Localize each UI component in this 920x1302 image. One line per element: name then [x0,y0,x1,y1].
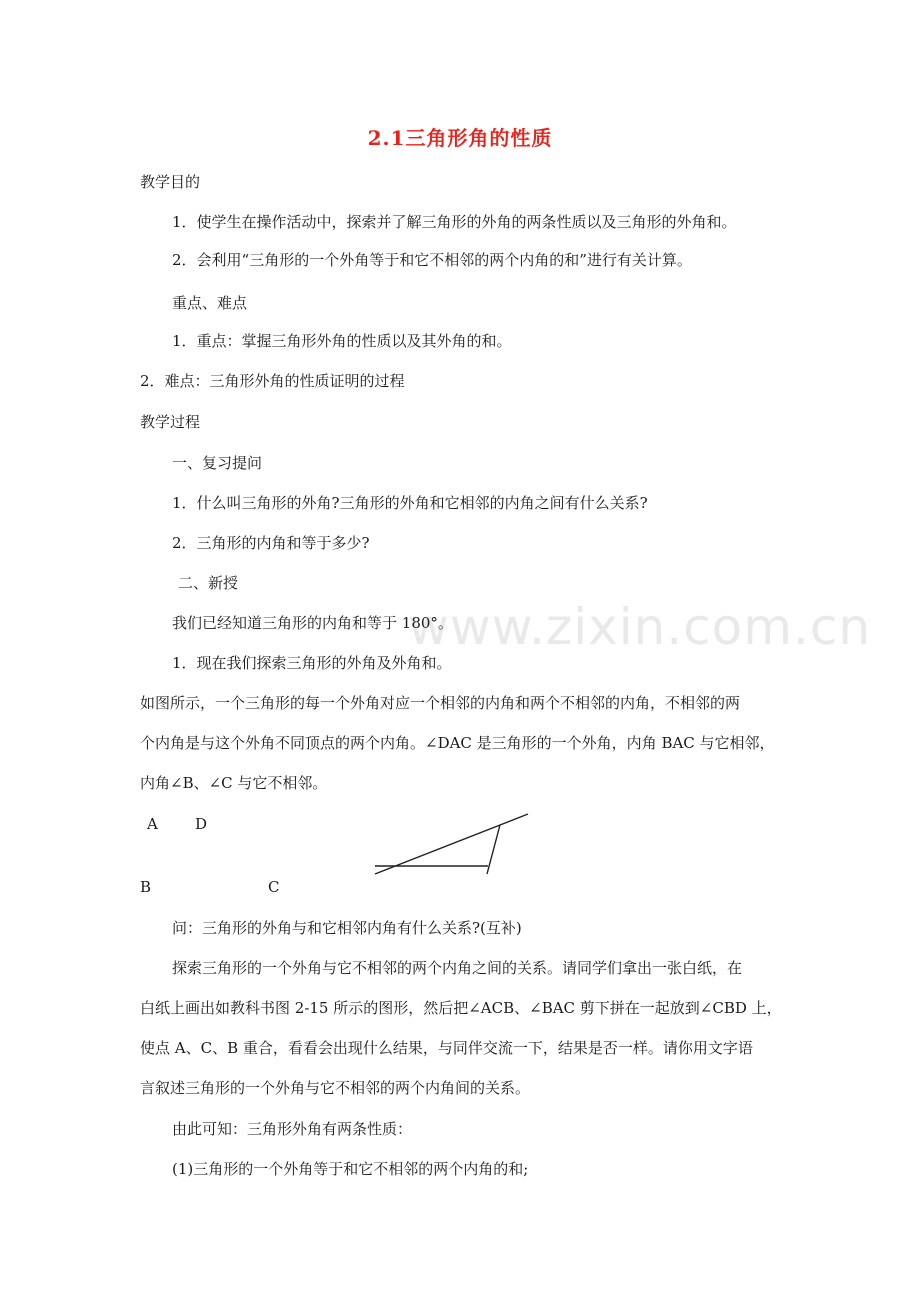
paragraph-figure-line-1: 如图所示，一个三角形的每一个外角对应一个相邻的内角和两个不相邻的内角，不相邻的两 [140,694,741,712]
paragraph-activity-line-1: 探索三角形的一个外角与它不相邻的两个内角之间的关系。请同学们拿出一张白纸，在 [172,959,743,977]
objective-item-1: 1．使学生在操作活动中，探索并了解三角形的外角的两条性质以及三角形的外角和。 [172,213,737,231]
page-title: 2.1三角形角的性质 [367,126,553,150]
paragraph-figure-line-3: 内角∠B、∠C 与它不相邻。 [140,774,328,792]
paragraph-explore: 1．现在我们探索三角形的外角及外角和。 [172,654,452,672]
figure-label-b: B [140,878,152,896]
difficulty-item: 2．难点：三角形外角的性质证明的过程 [140,372,405,390]
review-question-1: 1．什么叫三角形的外角?三角形的外角和它相邻的内角之间有什么关系? [172,494,648,512]
key-point-item: 1．重点：掌握三角形外角的性质以及其外角的和。 [172,332,512,350]
subsection-review: 一、复习提问 [172,454,263,472]
paragraph-activity-line-2: 白纸上画出如教科书图 2-15 所示的图形，然后把∠ACB、∠BAC 剪下拼在一起放到∠CBD 上， [140,999,782,1017]
figure-label-a: A [147,815,158,833]
figure-label-d: D [195,815,208,833]
triangle-figure [370,808,535,878]
question-complementary: 问：三角形的外角与和它相邻内角有什么关系?(互补) [172,919,522,937]
figure-line-hypotenuse [375,814,528,874]
figure-label-c: C [268,878,280,896]
section-heading-objectives: 教学目的 [140,173,201,191]
property-item-1: (1)三角形的一个外角等于和它不相邻的两个内角的和; [172,1160,529,1178]
paragraph-activity-line-3: 使点 A、C、B 重合，看看会出现什么结果，与同伴交流一下，结果是否一样。请你用文字语 [140,1039,753,1057]
subsection-new-content: 二、新授 [178,574,239,592]
paragraph-known: 我们已经知道三角形的内角和等于 180°。 [172,614,453,632]
watermark: www.zixin.com.cn [408,598,872,656]
paragraph-conclusion: 由此可知：三角形外角有两条性质： [172,1120,413,1138]
objective-item-2: 2．会利用“三角形的一个外角等于和它不相邻的两个内角的和”进行有关计算。 [172,251,692,269]
section-heading-process: 教学过程 [140,413,201,431]
section-heading-key-points: 重点、难点 [172,294,248,312]
paragraph-figure-line-2: 个内角是与这个外角不同顶点的两个内角。∠DAC 是三角形的一个外角，内角 BAC 与它相邻， [140,734,775,752]
paragraph-activity-line-4: 言叙述三角形的一个外角与它不相邻的两个内角间的关系。 [140,1079,531,1097]
figure-line-side [487,825,500,874]
review-question-2: 2．三角形的内角和等于多少? [172,534,370,552]
